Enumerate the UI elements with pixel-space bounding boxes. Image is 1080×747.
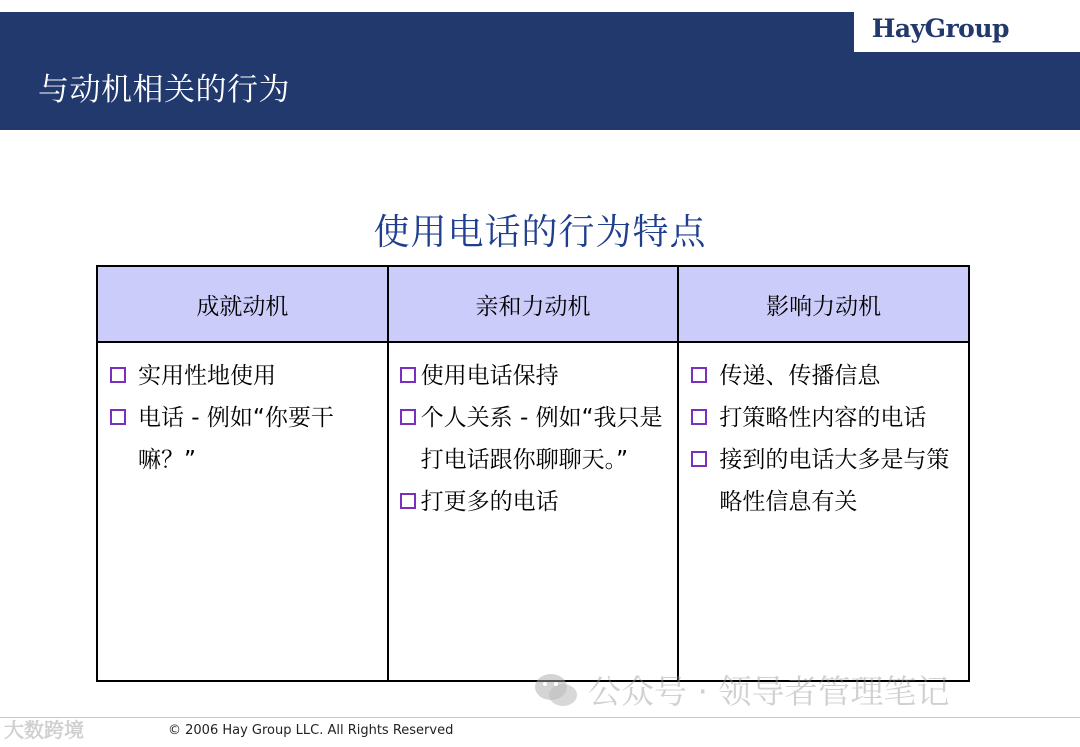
copyright-text: © 2006 Hay Group LLC. All Rights Reserved: [168, 723, 454, 738]
list-item-text: 打更多的电话: [420, 489, 559, 515]
list-item-text: 实用性地使用: [138, 363, 276, 389]
list-item: [108, 355, 377, 397]
affiliation-cell: [388, 342, 679, 681]
column-header-affiliation: 亲和力动机: [388, 266, 679, 342]
haygroup-logo: HayGroup: [871, 14, 1009, 43]
list-item: [399, 397, 668, 481]
slide-title: 与动机相关的行为: [38, 72, 290, 108]
list-item: [689, 439, 958, 523]
square-bullet-icon: [691, 367, 707, 383]
table-heading: 使用电话的行为特点: [373, 212, 707, 253]
square-bullet-icon: [110, 409, 126, 425]
square-bullet-icon: [691, 451, 707, 467]
list-item-text: 打策略性内容的电话: [719, 405, 927, 431]
list-item: [108, 397, 377, 481]
square-bullet-icon: [691, 409, 707, 425]
wechat-icon: [532, 670, 580, 710]
behavior-table: [96, 265, 970, 682]
list-item: [689, 397, 958, 439]
achievement-cell: [97, 342, 388, 681]
list-item-text: 接到的电话大多是与策略性信息有关: [719, 447, 950, 515]
table-header-row: [97, 266, 969, 342]
affiliation-list: [399, 355, 668, 523]
square-bullet-icon: [110, 367, 126, 383]
achievement-list: [108, 355, 377, 481]
list-item: [399, 355, 668, 397]
column-header-influence: 影响力动机: [678, 266, 969, 342]
influence-cell: [678, 342, 969, 681]
watermark-text: 公众号 · 领导者管理笔记: [588, 672, 950, 711]
list-item-text: 个人关系 - 例如“我只是打电话跟你聊聊天。”: [420, 405, 663, 473]
list-item-text: 使用电话保持: [420, 363, 559, 389]
influence-list: [689, 355, 958, 523]
footer-divider: [0, 717, 1080, 718]
list-item: [399, 481, 668, 523]
column-header-achievement: 成就动机: [97, 266, 388, 342]
square-bullet-icon: [400, 367, 416, 383]
table-body-row: [97, 342, 969, 681]
square-bullet-icon: [400, 493, 416, 509]
list-item: [689, 355, 958, 397]
list-item-text: 传递、传播信息: [719, 363, 881, 389]
list-item-text: 电话 - 例如“你要干嘛？”: [138, 405, 334, 473]
wechat-watermark: [532, 666, 949, 713]
square-bullet-icon: [400, 409, 416, 425]
corner-watermark: 大数跨境: [4, 718, 84, 742]
